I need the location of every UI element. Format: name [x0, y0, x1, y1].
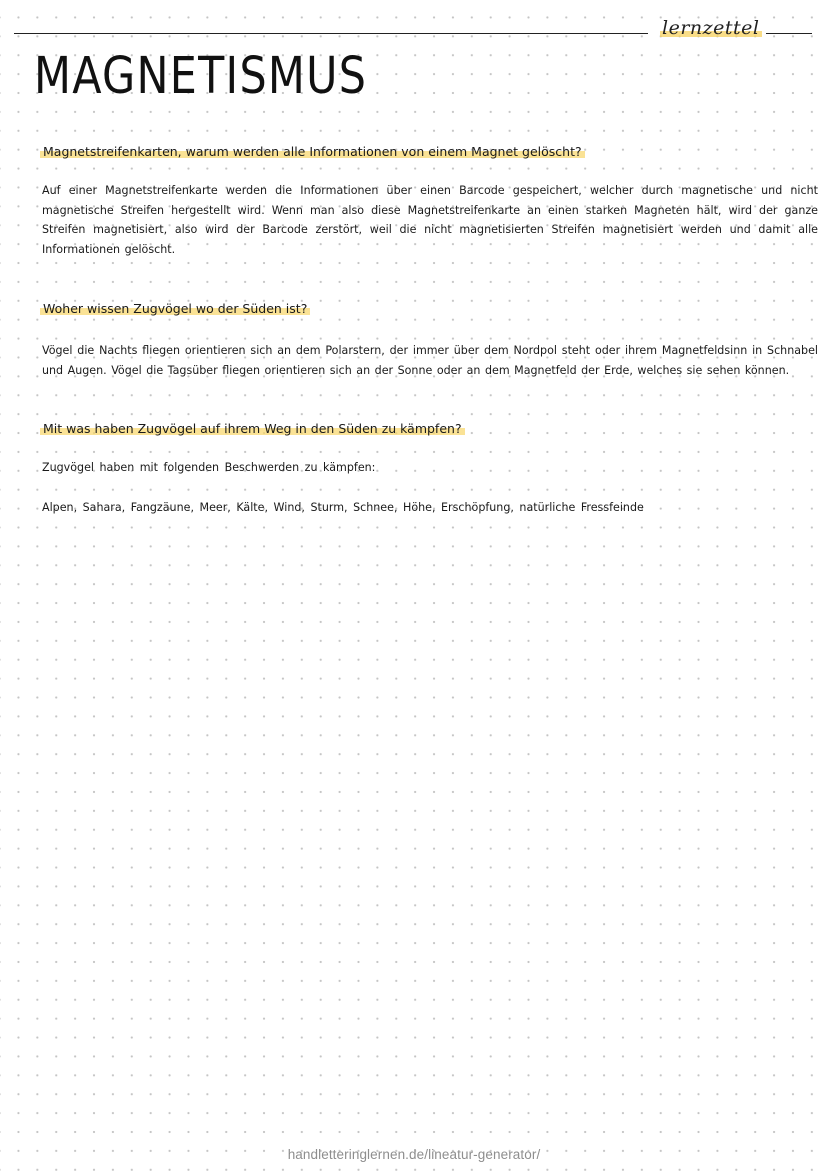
page-title: MAGNETISMUS [34, 47, 368, 106]
header-rule-left [14, 33, 648, 34]
answer-2: Vögel die Nachts fliegen orientieren sich an dem Polarstern, der immer über dem Nordpol steht oder ihrem Magnetfeldsinn in Schnabel und Augen. Vögel die Tagsüber fliegen orientieren sich an der Sonne oder an dem Magnetfeld der Erde, welches sie sehen können. [42, 344, 818, 377]
brand-logo [660, 17, 760, 45]
answer-3-intro: Zugvögel haben mit folgenden Beschwerden zu kämpfen: [42, 461, 376, 474]
question-2 [40, 301, 310, 316]
answer-3-list: Alpen, Sahara, Fangzäune, Meer, Kälte, Wind, Sturm, Schnee, Höhe, Erschöpfung, natürliche Fressfeinde [42, 501, 644, 514]
question-1 [40, 144, 585, 159]
header-rule-right [766, 33, 812, 34]
question-3-text: Mit was haben Zugvögel auf ihrem Weg in den Süden zu kämpfen? [40, 421, 465, 436]
question-1-text: Magnetstreifenkarten, warum werden alle Informationen von einem Magnet gelöscht? [40, 144, 585, 159]
question-3 [40, 421, 465, 436]
question-2-text: Woher wissen Zugvögel wo der Süden ist? [40, 301, 310, 316]
brand-label: lernzettel [662, 17, 760, 39]
footer-source: handletteringlernen.de/lineatur-generator/ [287, 1147, 541, 1162]
answer-1: Auf einer Magnetstreifenkarte werden die Informationen über einen Barcode gespeichert, welcher durch magnetische und nicht magnetische Streifen hergestellt wird. Wenn man also diese Magnetstreifenkarte an einen starken Magneten hält, wird der ganze Streifen magnetisiert, also wird der Barcode zerstört, weil die nicht magnetisierten Streifen magnetisiert werden und damit alle Informationen gelöscht. [42, 184, 818, 256]
